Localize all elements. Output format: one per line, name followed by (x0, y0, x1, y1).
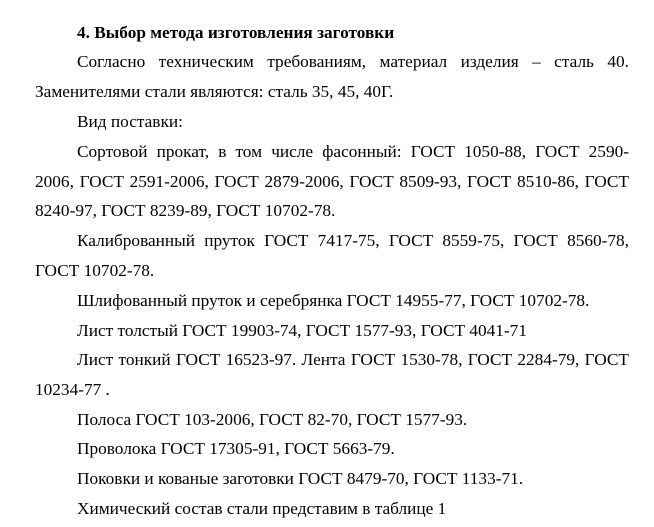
paragraph-line: Сортовой прокат, в том числе фасонный: ГОСТ 1050-88, ГОСТ 2590- (77, 142, 629, 161)
paragraph-line: Лист толстый ГОСТ 19903-74, ГОСТ 1577-93, ГОСТ 4041-71 (77, 321, 527, 340)
paragraph-line: Лист тонкий ГОСТ 16523-97. Лента ГОСТ 1530-78, ГОСТ 2284-79, ГОСТ (77, 350, 629, 369)
paragraph-line: Поковки и кованые заготовки ГОСТ 8479-70, ГОСТ 1133-71. (77, 469, 524, 488)
paragraph-line: Заменителями стали являются: сталь 35, 45, 40Г. (35, 82, 394, 101)
paragraph-line: 8240-97, ГОСТ 8239-89, ГОСТ 10702-78. (35, 201, 336, 220)
paragraph-line: Полоса ГОСТ 103-2006, ГОСТ 82-70, ГОСТ 1577-93. (77, 410, 468, 429)
paragraph-line: 2006, ГОСТ 2591-2006, ГОСТ 2879-2006, ГОСТ 8509-93, ГОСТ 8510-86, ГОСТ (35, 172, 629, 191)
paragraph-line: Вид поставки: (77, 112, 183, 131)
paragraph-line: ГОСТ 10702-78. (35, 261, 155, 280)
paragraph-line: Согласно техническим требованиям, материал изделия – сталь 40. (77, 52, 629, 71)
paragraph-line: Шлифованный пруток и серебрянка ГОСТ 14955-77, ГОСТ 10702-78. (77, 291, 590, 310)
paragraph-line: Калиброванный пруток ГОСТ 7417-75, ГОСТ 8559-75, ГОСТ 8560-78, (77, 231, 629, 250)
section-heading: 4. Выбор метода изготовления заготовки (77, 23, 395, 42)
paragraph-line: Химический состав стали представим в таблице 1 (77, 499, 447, 518)
paragraph-line: 10234-77 . (35, 380, 110, 399)
paragraph-line: Проволока ГОСТ 17305-91, ГОСТ 5663-79. (77, 439, 395, 458)
